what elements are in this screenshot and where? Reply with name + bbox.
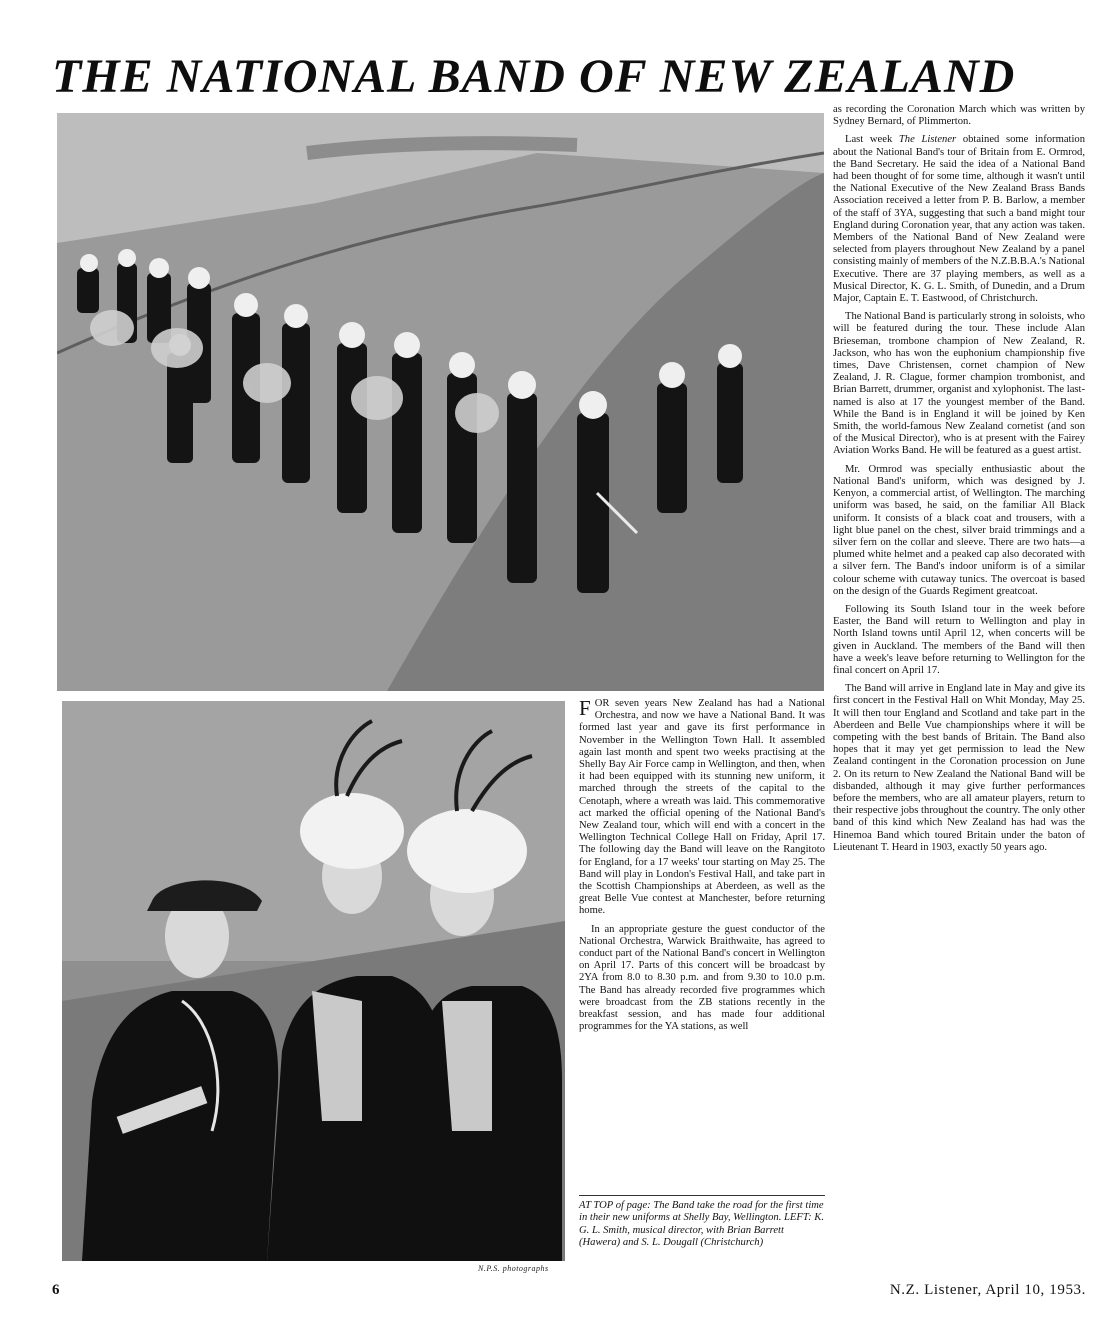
director-portrait-image [62, 701, 565, 1261]
band-marching-image [57, 113, 824, 691]
article-paragraph: Following its South Island tour in the week before Easter, the Band will return to Wellington and play in North Island towns until April 12, when concerts will be given in Auckland. The members of the Band will then have a week's leave before returning to Wellington for the final concert on April 17. [833, 603, 1085, 676]
article-paragraph: Mr. Ormrod was specially enthusiastic about the National Band's uniform, which was designed by J. Kenyon, a commercial artist, of Wellington. The marching uniform was based, he said, on the familiar All Black uniform. It consists of a black coat and trousers, with a light blue panel on the chest, silver braid trimmings and a silver fern on the collar and sleeve. There are two hats—a plumed white helmet and a peaked cap also decorated with a silver fern. The Band's indoor uniform is of a similar colour scheme with cutaway tunics. The overcoat is based on the design of the Guards Regiment greatcoat. [833, 463, 1085, 597]
director-portrait-photo [62, 701, 565, 1261]
article-text: obtained some information about the National Band's tour of Britain from E. Ormrod, the Band Secretary. He said the idea of a National Band had been thought of for some time, although it wasn't until the National Executive of the New Zealand Brass Bands Association received a letter from P. B. Barlow, a member of the staff of 3YA, suggesting that such a band might tour England during Coronation year, that any action was taken. Members of the National Band of New Zealand were selected from players throughout New Zealand by a panel consisting mainly of members of the N.Z.B.B.A.'s National Executive. There are 37 playing members, as well as a Musical Director, K. G. L. Smith, of Dunedin, and a Drum Major, Captain E. T. Eastwood, of Christchurch. [833, 134, 1086, 305]
article-paragraph [833, 134, 1085, 305]
article-paragraph-text: OR seven years New Zealand has had a National Orchestra, and now we have a National Band. It was formed last year and gave its first performance in November in the Wellington Town Hall. It assembled again last month and spent two weeks practising at the Shelly Bay Air Force camp in Wellington, and then, when it had been equipped with its stunning new uniform, it marched through the streets of the capital to the Cenotaph, where a wreath was laid. This commemorative act marked the official opening of the National Band's New Zealand tour, which will end with a concert in the Wellington Technical College Hall on Friday, April 17. The following day the Band will leave on the Rangitoto for England, for a 17 weeks' tour starting on May 25. The Band will play in London's Festival Hall, and take part in the Scottish Championships at Aberdeen, as well as the great Belle Vue contest at Manchester, before returning home. [579, 698, 825, 917]
drop-cap: F [579, 696, 591, 720]
article-paragraph: as recording the Coronation March which was written by Sydney Bernard, of Plimmerton. [833, 104, 1085, 128]
article-paragraph: In an appropriate gesture the guest conductor of the National Orchestra, Warwick Braithwaite, has agreed to conduct part of the National Band's concert in Wellington on April 17. Parts of this concert will be broadcast by 2YA from 8.0 to 8.30 p.m. and from 9.30 to 10.0 p.m. The Band has already recorded five programmes which were broadcast from the ZB stations recently in the breakfast session, and has made four additional programmes for the YA stations, as well [579, 923, 825, 1033]
article-paragraph: The Band will arrive in England late in May and give its first concert in the Festival Hall on Whit Monday, May 25. It will then tour England and Scotland and take part in the Aberdeen and Belle Vue championships where it will be competing with the best bands of Britain. The Band also hopes that it may yet get permission to lead the New Zealand contingent in the Coronation procession on June 2. On its return to New Zealand the National Band will be disbanded, although it may give further performances before the members, who are all amateur players, return to their respective jobs throughout the country. The only other band of this kind which New Zealand has had was the Hinemoa Band which toured Britain under the baton of Lieutenant T. Heard in 1903, exactly 50 years ago. [833, 683, 1085, 853]
article-column-middle [579, 698, 825, 1039]
headline: THE NATIONAL BAND OF NEW ZEALAND [52, 50, 1016, 103]
photo-caption: AT TOP of page: The Band take the road for the first time in their new uniforms at Shelly Bay, Wellington. LEFT: K. G. L. Smith, musical director, with Brian Barrett (Hawera) and S. L. Dougall (Christchurch) [579, 1195, 825, 1250]
article-paragraph [579, 698, 825, 918]
article-paragraph: The National Band is particularly strong in soloists, who will be featured during the tour. These include Alan Brieseman, trombone champion of New Zealand, R. Jackson, who has won the euphonium championship five times, Dave Christensen, cornet champion of New Zealand, J. R. Clague, former champion trombonist, and Brian Barrett, drummer, organist and xylophonist. The last-named is also at 17 the youngest member of the Band. While the Band is in England it will be joined by Ken Smith, the world-famous New Zealand cornetist (and son of the Musical Director), who is at present with the Fairey Aviation Works Band. He will be featured as a guest artist. [833, 311, 1085, 457]
publication-name: The Listener [898, 134, 957, 146]
photo-credit: N.P.S. photographs [478, 1264, 549, 1273]
article-column-right [833, 104, 1085, 860]
magazine-issue-line: N.Z. Listener, April 10, 1953. [889, 1282, 1086, 1298]
article-text: Last week [845, 134, 899, 146]
band-marching-photo [57, 113, 824, 691]
page-number: 6 [52, 1282, 60, 1298]
